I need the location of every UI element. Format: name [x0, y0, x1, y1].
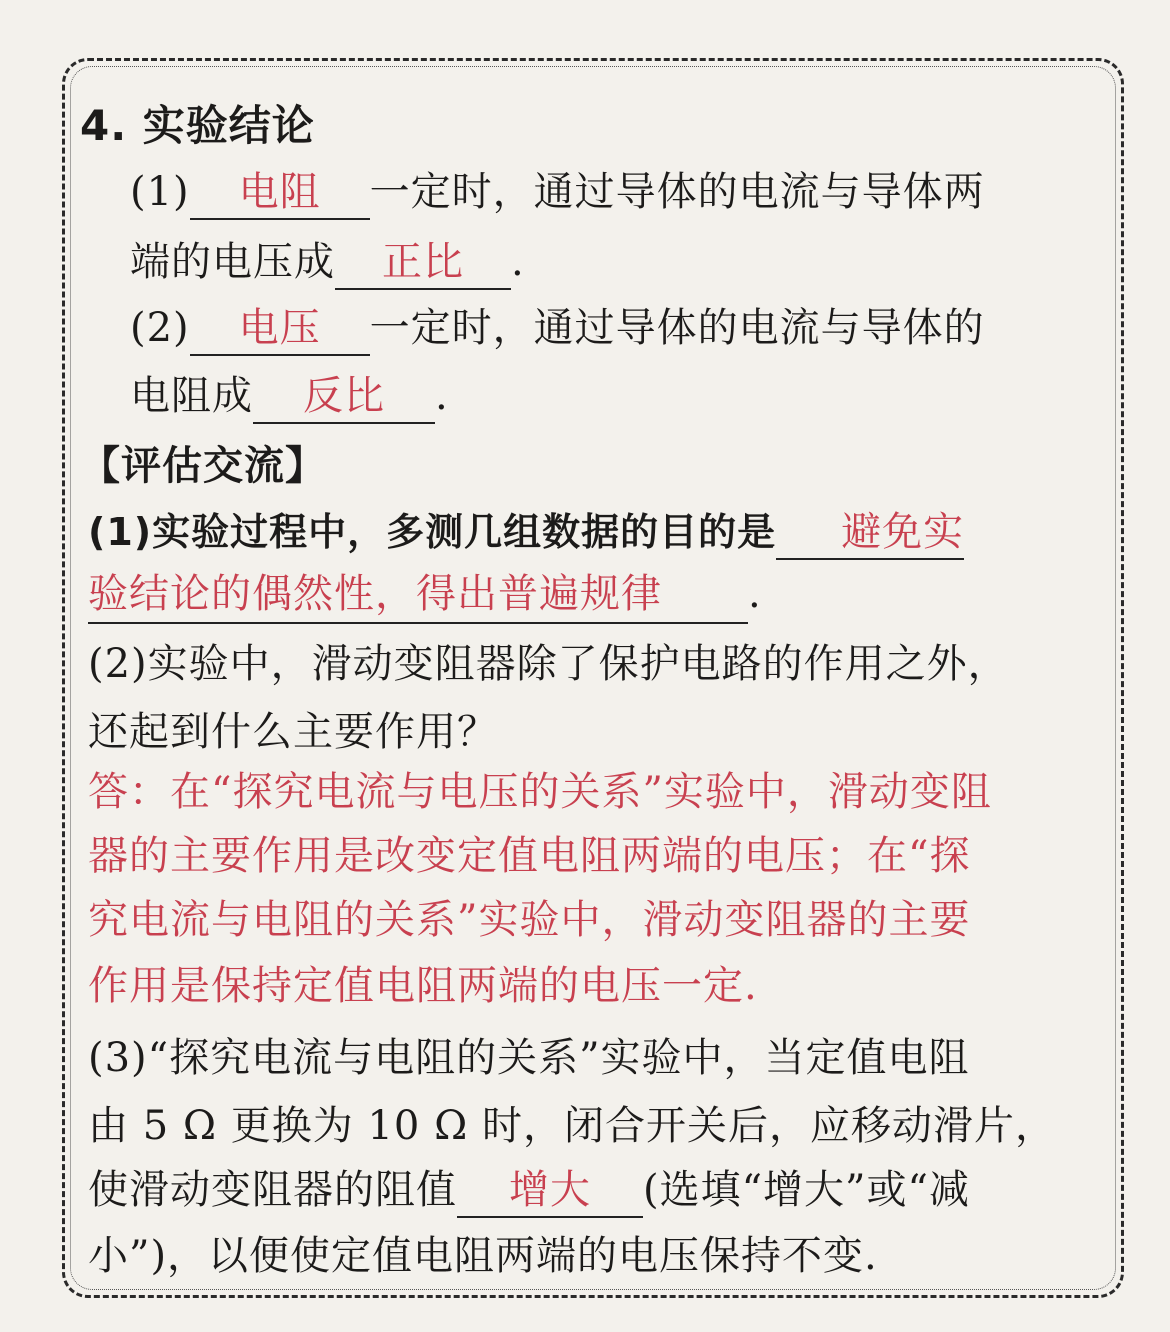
q3-answer-blank: 增大 [457, 1164, 643, 1218]
item-2-text-b: 电阻成 [130, 373, 253, 419]
item-2-answer-blank: 电压 [190, 302, 370, 356]
item-1-answer-blank: 电阻 [190, 166, 370, 220]
section-title: 4. 实验结论 [80, 101, 315, 150]
item-2-end: . [435, 373, 449, 419]
q2-answer-line-1: 答：在“探究电流与电压的关系”实验中，滑动变阻 [88, 769, 992, 815]
item-1-text-b: 端的电压成 [130, 239, 335, 285]
q3-line-3-b: (选填“增大”或“减 [643, 1167, 970, 1213]
q2-answer-line-3: 究电流与电阻的关系”实验中，滑动变阻器的主要 [88, 897, 971, 943]
q2-line-2: 还起到什么主要作用？ [88, 709, 498, 755]
conclusion-item-2-line-2 [130, 368, 449, 424]
item-1-end: . [511, 239, 525, 285]
q3-line-3-a: 使滑动变阻器的阻值 [88, 1167, 457, 1213]
q1-line-2 [88, 566, 762, 624]
item-1-text-a: 一定时，通过导体的电流与导体两 [369, 169, 985, 215]
item-1-answer-2-blank: 正比 [335, 236, 511, 290]
q3-line-4: 小”)，以便使定值电阻两端的电压保持不变. [88, 1233, 878, 1279]
item-2-prefix: (2) [130, 305, 190, 351]
item-2-text-a: 一定时，通过导体的电流与导体的 [369, 305, 985, 351]
item-2-answer-2-blank: 反比 [253, 370, 435, 424]
conclusion-item-2-line-1 [130, 300, 985, 356]
eval-title: 【评估交流】 [80, 443, 326, 489]
conclusion-item-1-line-2 [130, 234, 525, 290]
q2-answer-line-4: 作用是保持定值电阻两端的电压一定. [88, 963, 758, 1009]
q1-text: (1)实验过程中，多测几组数据的目的是 [88, 510, 777, 554]
q2-answer-line-2: 器的主要作用是改变定值电阻两端的电压；在“探 [88, 833, 971, 879]
q2-line-1: (2)实验中，滑动变阻器除了保护电路的作用之外， [88, 641, 1009, 687]
q1-line-1 [88, 504, 964, 560]
q1-answer-b: 验结论的偶然性，得出普遍规律 [88, 566, 748, 624]
q3-line-2: 由 5 Ω 更换为 10 Ω 时，闭合开关后，应移动滑片， [88, 1103, 1056, 1149]
item-1-prefix: (1) [130, 169, 190, 215]
q3-line-3 [88, 1162, 970, 1218]
q1-answer-a: 避免实 [776, 506, 964, 560]
q3-line-1: (3)“探究电流与电阻的关系”实验中，当定值电阻 [88, 1035, 970, 1081]
conclusion-item-1-line-1 [130, 164, 985, 220]
q1-end: . [748, 571, 762, 617]
